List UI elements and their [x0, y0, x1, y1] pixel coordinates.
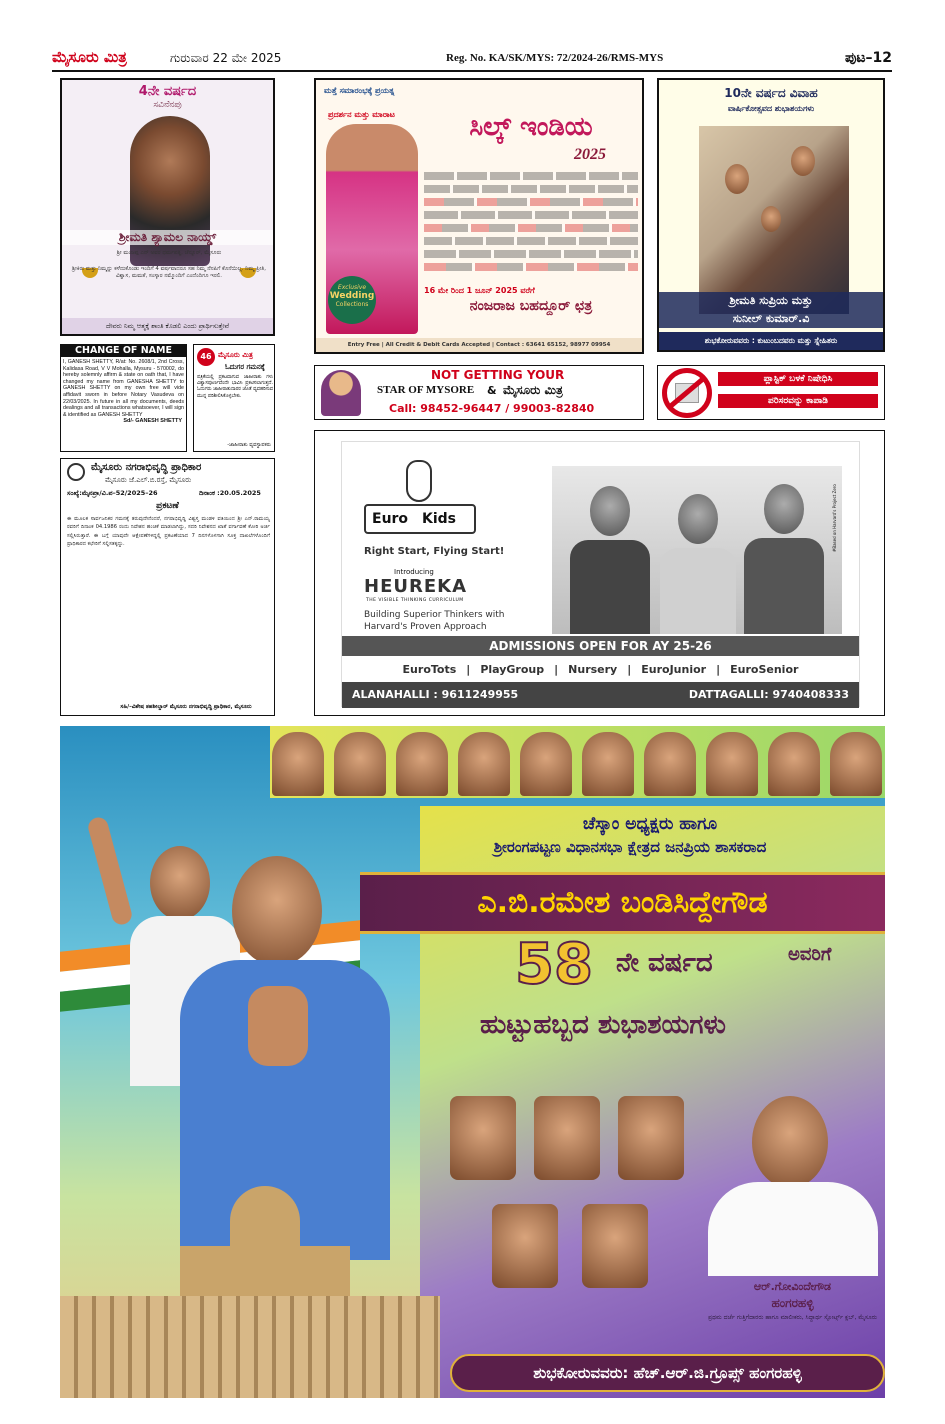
- leader-photo: [334, 732, 386, 796]
- title-line-1: ಚೆಸ್ಕಾಂ ಅಧ್ಯಕ್ಷರು ಹಾಗೂ: [582, 814, 718, 834]
- greeter-name: ಆರ್.ಗೋವಿಂದೇಗೌಡ: [753, 1280, 832, 1293]
- notice-text: ಪತ್ರಿಕೆಯಲ್ಲಿ ಪ್ರಕಟವಾಗುವ ಜಾಹೀರಾತು ಗಳು ವಿಶ್ವಾಸಪೂರ್ಣವೆಂದೇ ಭಾವಿಸಿ ಪ್ರಕಟಿಸಲಾಗುತ್ತದೆ. ಓದುಗರು ಜಾಹೀರಾತುದಾರರ ಜೊತೆ ವ್ಯವಹರಿಸುವ ಮುನ್ನ ಪರಿಶೀಲಿಸಿಕೊಳ್ಳಬೇಕು.: [197, 375, 273, 399]
- heureka-intro: Introducing: [394, 568, 434, 576]
- subscription-brand-1: STAR OF MYSORE: [377, 384, 475, 396]
- branches-bar: [342, 682, 859, 708]
- issue-date: ಗುರುವಾರ 22 ಮೇ 2025: [170, 51, 282, 65]
- muda-subtitle: ಮೈಸೂರು ಜೆ.ಎಲ್.ಬಿ.ರಸ್ತೆ, ಮೈಸೂರು: [105, 476, 192, 484]
- birthday-footer: [450, 1354, 885, 1392]
- eurokids-inner: [341, 441, 860, 707]
- branch-dattagalli: DATTAGALLI: 9740408333: [688, 688, 849, 701]
- children-photo: [552, 466, 842, 634]
- muda-reference-date: ದಿನಾಂಕ :20.05.2025: [199, 489, 261, 497]
- silk-india-ad: [314, 78, 644, 354]
- obituary-year: 4ನೇ ವರ್ಷದ: [138, 84, 197, 99]
- badge-line-1: Exclusive: [337, 284, 367, 291]
- muda-heading: ಪ್ರಕಟಣೆ: [156, 501, 179, 511]
- age-number: 58: [515, 932, 593, 997]
- muda-text: ಈ ಮೂಲಕ ಸಾರ್ವಜನಿಕರ ಗಮನಕ್ಕೆ ತರುವುದೇನೆಂದರೆ, ನಗರಾಭಿವೃದ್ಧಿ ವಿಶ್ವಸ್ತ ಮಂಡಳಿ ವತಿಯಿಂದ ಶ್ರೀ ಎನ್.ರಾಮಯ್ಯ ರವರಿಗೆ ದಿನಾಂಕ 04.1986 ರಂದು ನಿವೇಶನ ಹಂಚಿಕೆ ಮಾಡಲಾಗಿದ್ದು, ಸದರಿ ನಿವೇಶನದ ಖಾತೆ ವರ್ಗಾವಣೆ ಕೋರಿ ಅರ್ಜಿ ಸಲ್ಲಿಸಿರುತ್ತಾರೆ. ಈ ಬಗ್ಗೆ ಯಾವುದೇ ಆಕ್ಷೇಪಣೆಗಳಿದ್ದಲ್ಲಿ ಪ್ರಕಟಣೆಯಾದ 7 ದಿನಗಳೊಳಗಾಗಿ ಸೂಕ್ತ ದಾಖಲೆಗಳೊಂದಿಗೆ ಪ್ರಾಧಿಕಾರದ ಕಛೇರಿಗೆ ಸಲ್ಲಿಸತಕ್ಕದ್ದು.: [67, 516, 270, 548]
- no-plastic-icon: [662, 368, 712, 418]
- plastic-line-2: ಪರಿಸರವನ್ನು ಕಾಪಾಡಿ: [718, 394, 878, 408]
- program-item: EuroTots: [402, 662, 457, 676]
- supporter-photo: [582, 1204, 648, 1288]
- program-item: EuroSenior: [730, 662, 799, 676]
- subscription-phone: Call: 98452-96447 / 99003-82840: [389, 402, 595, 415]
- notice-title: ಓದುಗರ ಗಮನಕ್ಕೆ: [225, 363, 265, 371]
- honoree-name-banner: [360, 872, 885, 934]
- obituary-name: ಶ್ರೀಮತಿ ಶ್ಯಾಮಲ ನಾಯ್ಡ್: [62, 230, 273, 245]
- obituary-remembrance: ಸವಿನೆನಪು: [153, 100, 182, 110]
- avarige-text: ಅವರಿಗೆ: [788, 944, 832, 965]
- greeter-place: ಹಂಗರಹಳ್ಳಿ: [771, 1296, 814, 1310]
- obituary-relation: ಶ್ರೀ ಮಂಜಪ್ಪ ಎನ್ ಅವರ ಧರ್ಮಪತ್ನಿ, ಚೆನ್ನೂರ್, ಮೈಸೂರು: [116, 250, 222, 256]
- eurokids-logo-kids: Kids: [422, 511, 457, 527]
- face: [725, 164, 749, 194]
- mascot-icon: [321, 370, 361, 416]
- leader-photo: [706, 732, 758, 796]
- subscription-brand-2: ಮೈಸೂರು ಮಿತ್ರ: [503, 383, 563, 397]
- leaders-photos: [272, 732, 882, 802]
- age-suffix: ನೇ ವರ್ಷದ: [616, 948, 713, 978]
- change-of-name-notice: [60, 344, 187, 452]
- muda-reference: ಸಂಖ್ಯೆ:ಮೈನಪ್ರಾ/ವಿ.ಪ–52/2025–26: [67, 489, 158, 497]
- programs-row: EuroTots | PlayGroup | Nursery | EuroJunior | EuroSenior: [402, 662, 799, 676]
- page-number: ಪುಟ–12: [844, 50, 892, 66]
- face: [764, 484, 804, 534]
- plastic-ban-ad: [657, 365, 885, 420]
- heureka-title: HEUREKA: [364, 576, 468, 597]
- subscription-amp: &: [487, 384, 497, 397]
- harvard-note: #Based on Harvard's Project Zero: [832, 484, 837, 552]
- program-item: PlayGroup: [480, 662, 545, 676]
- eurokids-logo: [364, 504, 476, 534]
- leader-photo: [830, 732, 882, 796]
- silk-dates: 16 ಮೇ ರಿಂದ 1 ಜೂನ್ 2025 ವರೆಗೆ: [424, 286, 535, 295]
- admissions-banner: ADMISSIONS OPEN FOR AY 25-26: [342, 636, 859, 656]
- leader-photo: [396, 732, 448, 796]
- anniversary-ad: [657, 78, 885, 352]
- face: [791, 146, 815, 176]
- silk-details: [424, 172, 638, 284]
- header-rule: [52, 70, 892, 72]
- building-image: [60, 1186, 440, 1398]
- eurokids-ad: [314, 430, 885, 716]
- birthday-wish: ಹುಟ್ಟುಹಬ್ಬದ ಶುಭಾಶಯಗಳು: [480, 1010, 726, 1040]
- silk-title: ಸಿಲ್ಕ್ ಇಂಡಿಯ: [469, 112, 593, 142]
- obituary-ad: [60, 78, 275, 336]
- leader-photo: [458, 732, 510, 796]
- silk-tagline: ಮತ್ತೆ ಸಮಾರಂಭಕ್ಕೆ ಪ್ರಯತ್ನ: [324, 86, 395, 95]
- face: [752, 1096, 828, 1188]
- face: [761, 206, 781, 232]
- couple-photo: [699, 126, 849, 314]
- subscription-heading: NOT GETTING YOUR: [431, 368, 565, 382]
- program-item: EuroJunior: [641, 662, 707, 676]
- building-line-2: Harvard's Proven Approach: [364, 622, 487, 632]
- program-item: Nursery: [568, 662, 618, 676]
- building-line-1: Building Superior Thinkers with: [364, 610, 505, 620]
- subscription-ad: [314, 365, 644, 420]
- birthday-ad: [60, 726, 885, 1398]
- badge-line-3: Collections: [335, 301, 369, 308]
- anniversary-name-2: ಸುನೀಲ್ ಕುಮಾರ್.ವಿ: [659, 310, 883, 328]
- page-header: [52, 48, 892, 70]
- leader-photo: [520, 732, 572, 796]
- eurokids-tagline: Right Start, Flying Start!: [364, 546, 505, 557]
- change-of-name-text: I, GANESH SHETTY, R/at: No. 2608/1, 2nd Cross, Kalidasa Road, V V Mohalla, Mysuru - 570002, do hereby solemnly affirm & state on oath that, I have changed my name from GANESHA SHETTY to GANESH SHETTY on my own free will vide affidavit sworn in before Notary Vasudeva on 22/03/2025. In future in all my documents, deeds dealings and all transactions whatsoever, I will sign & identified as GANESH SHETTY: [63, 359, 184, 418]
- anniversary-years-badge: 46: [197, 348, 215, 366]
- greeter-photo: [700, 1086, 885, 1276]
- notice-sign: -ಜಾಹೀರಾತು ವ್ಯವಸ್ಥಾಪಕರು: [227, 442, 271, 448]
- wedding-badge: [328, 276, 376, 324]
- supporter-photo: [492, 1204, 558, 1288]
- face: [590, 486, 630, 536]
- face: [232, 856, 322, 966]
- bunny-icon: [406, 460, 432, 502]
- readers-notice: [193, 344, 275, 452]
- muda-title: ಮೈಸೂರು ನಗರಾಭಿವೃದ್ಧಿ ಪ್ರಾಧಿಕಾರ: [91, 462, 202, 473]
- registration-number: Reg. No. KA/SK/MYS: 72/2024-26/RMS-MYS: [446, 52, 664, 64]
- anniversary-footer: ಶುಭಕೋರುವವರು : ಕುಟುಂಬದವರು ಮತ್ತು ಸ್ನೇಹಿತರು: [659, 332, 883, 350]
- leader-photo: [272, 732, 324, 796]
- title-line-2: ಶ್ರೀರಂಗಪಟ್ಟಣ ವಿಧಾನಸಭಾ ಕ್ಷೇತ್ರದ ಜನಪ್ರಿಯ ಶಾಸಕರಾದ: [493, 838, 767, 856]
- greeter-description: ಪ್ರಥಮ ದರ್ಜೆ ಗುತ್ತಿಗೆದಾರರು ಹಾಗೂ ಮಾಲೀಕರು, ಸಿದ್ಧಾರ್ಥ ಸ್ಪೋರ್ಟ್ಸ್ ಕ್ಲಬ್, ಮೈಸೂರು: [708, 1314, 877, 1321]
- face: [678, 494, 718, 544]
- plastic-line-1: ಪ್ಲಾಸ್ಟಿಕ್ ಬಳಕೆ ನಿಷೇಧಿಸಿ: [718, 372, 878, 386]
- masthead: ಮೈಸೂರು ಮಿತ್ರ: [52, 48, 127, 66]
- heureka-subtitle: THE VISIBLE THINKING CURRICULUM: [366, 598, 464, 603]
- silk-footer: Entry Free | All Credit & Debit Cards Accepted | Contact : 63641 65152, 98977 09954: [316, 338, 642, 352]
- supporters-grid: [440, 1096, 710, 1366]
- leader-photo: [582, 732, 634, 796]
- notice-masthead: ಮೈಸೂರು ಮಿತ್ರ: [218, 351, 253, 359]
- muda-notice: [60, 458, 275, 716]
- supporter-photo: [450, 1096, 516, 1180]
- silk-year: 2025: [574, 146, 606, 163]
- emblem-icon: [67, 463, 85, 481]
- anniversary-line-1: 10ನೇ ವರ್ಷದ ವಿವಾಹ: [724, 86, 818, 100]
- change-of-name-title: CHANGE OF NAME: [61, 345, 186, 357]
- leader-photo: [644, 732, 696, 796]
- supporter-photo: [618, 1096, 684, 1180]
- branch-alanahalli: ALANAHALLI : 9611249955: [352, 688, 519, 701]
- obituary-footer: ದೇವರು ನಿಮ್ಮ ಆತ್ಮಕ್ಕೆ ಶಾಂತಿ ಕೊಡಲಿ ಎಂದು ಪ್ರಾರ್ಥಿಸುತ್ತೇವೆ: [62, 318, 273, 334]
- eurokids-logo-euro: Euro: [372, 511, 409, 527]
- muda-sign: ಸಹಿ/–ವಿಶೇಷ ತಹಶೀಲ್ದಾರ್ ಮೈಸೂರು ನಗರಾಭಿವೃದ್ಧಿ ಪ್ರಾಧಿಕಾರ, ಮೈಸೂರು: [120, 704, 252, 710]
- leader-photo: [768, 732, 820, 796]
- silk-venue: ನಂಜರಾಜ ಬಹದ್ದೂರ್ ಛತ್ರ: [469, 298, 593, 314]
- silk-exhibition: ಪ್ರದರ್ಶನ ಮತ್ತು ಮಾರಾಟ: [328, 110, 395, 119]
- anniversary-name-1: ಶ್ರೀಮತಿ ಸುಪ್ರಿಯ ಮತ್ತು: [659, 292, 883, 310]
- greeting-sender: ಶುಭಕೋರುವವರು: ಹೆಚ್.ಆರ್.ಜಿ.ಗ್ರೂಪ್ಸ್ ಹಂಗರಹಳ್ಳಿ: [533, 1364, 802, 1382]
- obituary-text: ಶ್ರೀಕಿರು ಮತ್ತು ನಿಮ್ಮನ್ನು ಕಳೆದುಕೊಂಡು ಇಂದಿಗೆ 4 ವರ್ಷವಾದರೂ ಸಹ ನಿಮ್ಮ ನೆನಪಿಗೆ ಕೊನೆಯಿಲ್ಲ. ನಿಮ್ಮ ಪ್ರೀತಿ, ವಿಶ್ವಾಸ, ಮಮತೆ, ಸಂಸ್ಕಾರ ನಮ್ಮೊಂದಿಗೆ ಎಂದೆಂದಿಗೂ ಇರಲಿ.: [72, 266, 266, 279]
- badge-line-2: Wedding: [329, 291, 375, 301]
- change-of-name-sign: Sd/- GANESH SHETTY: [123, 418, 182, 425]
- anniversary-line-2: ವಾರ್ಷಿಕೋತ್ಸವದ ಶುಭಾಶಯಗಳು: [727, 104, 815, 113]
- supporter-photo: [534, 1096, 600, 1180]
- honoree-name: ಎ.ಬಿ.ರಮೇಶ ಬಂಡಿಸಿದ್ದೇಗೌಡ: [477, 885, 768, 920]
